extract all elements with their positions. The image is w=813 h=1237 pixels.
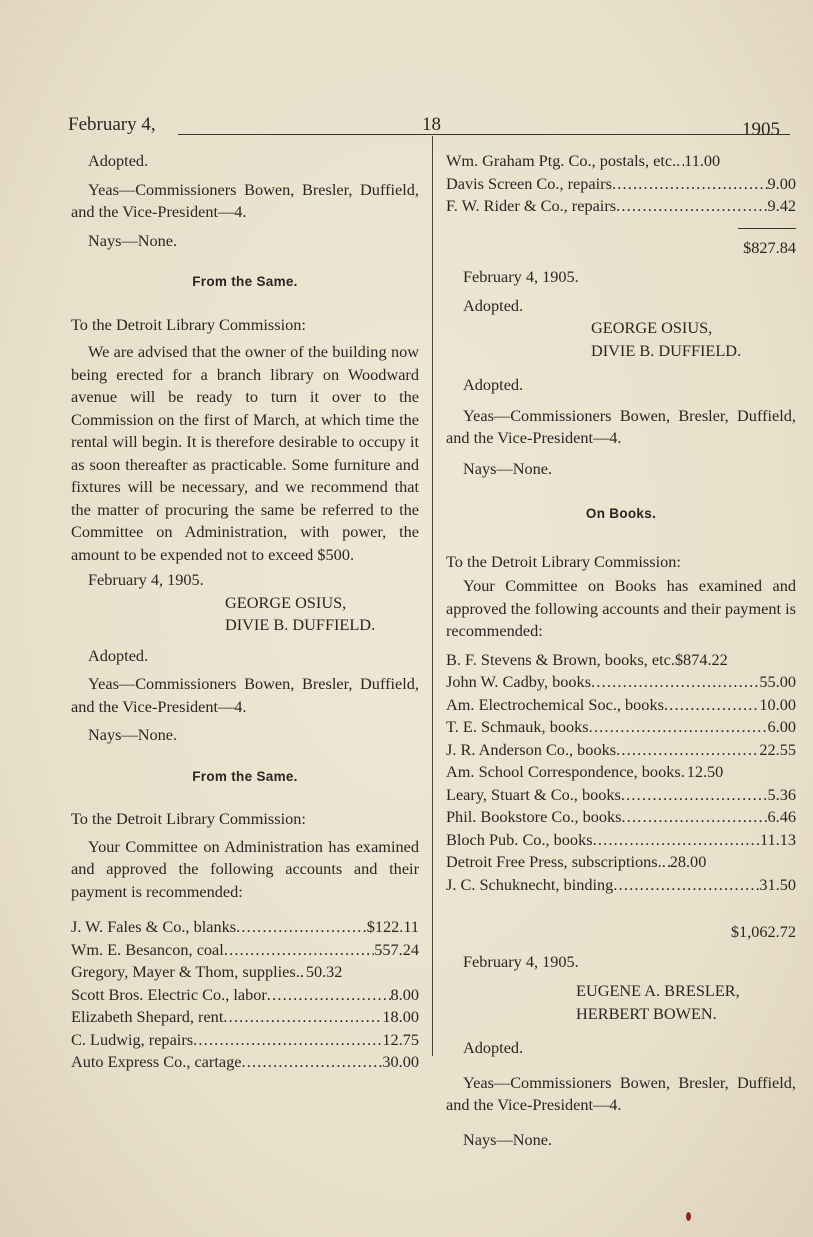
nays-text: Nays—None. [88,230,178,250]
nays-text: Nays—None. [463,1129,553,1149]
account-name: J. R. Anderson Co., books [446,739,617,759]
signature-line: DIVIE B. DUFFIELD. [225,615,376,634]
account-row [71,1006,419,1029]
account-amount: 5.36 [767,784,796,804]
account-name: Am. School Correspondence, books [446,762,681,781]
adopted-text: Adopted. [463,1038,524,1057]
account-amount: $874.22 [674,649,728,669]
account-row [446,173,796,196]
account-name: Elizabeth Shepard, rent [71,1007,224,1026]
right-column [446,150,796,1151]
account-amount: 11.00 [684,151,721,170]
account-amount: 31.50 [759,874,796,894]
account-name: C. Ludwig, repairs [71,1029,194,1049]
adopted-text: Adopted. [463,375,524,394]
account-row [446,195,796,218]
report-body: We are advised that the owner of the building now being erected for a branch library on Woodward avenue will be ready to turn it over to the Commission on the first of March, at which time the rental will begin. It is therefore desirable to occupy it as soon thereafter as practicable. Some furniture and fixtures will be necessary, and we recommend that the matter of procuring the same be referred to the Committee on Administration, with power, the amount to be expended not to exceed $500. [71,342,419,564]
yeas-text: Yeas—Commissioners Bowen, Bresler, Duffield, and the Vice-President—4. [71,674,419,716]
book-row [446,739,796,762]
account-name: Wm. E. Besancon, coal [71,939,224,959]
yeas-text: Yeas—Commissioners Bowen, Bresler, Duffield, and the Vice-President—4. [446,405,796,447]
account-row [71,916,419,939]
account-amount: 28.00 [669,852,707,871]
book-row [446,761,796,784]
account-row [71,961,419,984]
account-name: Phil. Bookstore Co., books [446,807,622,826]
section-heading: From the Same. [192,274,298,289]
report-date: February 4, 1905. [463,951,579,971]
account-name: J. W. Fales & Co., blanks [71,917,237,936]
column-divider [432,136,433,1056]
accounts-list-continued [446,150,796,218]
account-row [71,984,419,1007]
book-row [446,649,796,672]
section-heading: On Books. [585,506,657,521]
total-rule [738,228,796,229]
account-amount: 6.46 [767,807,796,826]
account-row [71,1029,419,1052]
account-amount: 12.75 [382,1029,419,1049]
salutation: To the Detroit Library Commission: [71,314,306,334]
account-amount: 9.42 [767,196,796,215]
account-row [446,150,796,173]
nays-text: Nays—None. [88,725,178,744]
adopted-text: Adopted. [463,295,524,315]
yeas-text: Yeas—Commissioners Bowen, Bresler, Duffield, and the Vice-President—4. [446,1072,796,1114]
account-name: J. C. Schuknecht, binding [446,874,614,894]
account-amount: 9.00 [767,173,796,193]
account-name: T. E. Schmauk, books [446,717,589,736]
header-date: February 4, [68,114,156,135]
salutation: To the Detroit Library Commission: [446,551,681,571]
report-body: Your Committee on Books has examined and approved the following accounts and their payment is recommended: [446,576,796,640]
book-row [446,874,796,897]
book-row [446,716,796,739]
book-row [446,806,796,829]
account-name: Scott Bros. Electric Co., labor [71,984,267,1004]
adopted-text: Adopted. [88,151,149,170]
books-total: $1,062.72 [730,922,796,941]
book-row [446,784,796,807]
account-row [71,1051,419,1074]
account-amount: 50.32 [305,962,343,981]
book-row [446,829,796,852]
nays-text: Nays—None. [463,458,553,478]
account-amount: 12.50 [686,762,724,781]
header-rule [178,134,790,135]
account-name: Auto Express Co., cartage [71,1052,242,1071]
account-amount: 18.00 [382,1007,419,1026]
book-row [446,671,796,694]
account-amount: 55.00 [759,672,796,691]
account-name: Gregory, Mayer & Thom, supplies. [71,962,300,981]
report-body: Your Committee on Administration has examined and approved the following accounts and their payment is recommended: [71,836,419,901]
report-date: February 4, 1905. [463,267,579,286]
book-row [446,851,796,874]
account-name: Detroit Free Press, subscriptions. [446,852,662,871]
adopted-text: Adopted. [88,645,149,665]
ink-spot [686,1212,691,1221]
signature-line: DIVIE B. DUFFIELD. [591,340,742,360]
account-row [71,939,419,962]
account-name: Bloch Pub. Co., books [446,829,593,849]
account-name: Davis Screen Co., repairs [446,173,612,193]
account-amount: 22.55 [759,739,796,759]
account-amount: 11.13 [759,829,796,849]
header-year: 1905 [742,119,780,140]
account-amount: 557.24 [374,939,419,959]
signature-line: GEORGE OSIUS, [225,592,347,612]
signature-line: GEORGE OSIUS, [591,318,713,337]
signature-line: HERBERT BOWEN. [576,1003,717,1023]
section-heading: From the Same. [192,768,298,784]
account-name: John W. Cadby, books [446,672,592,691]
book-row [446,694,796,717]
account-amount: 8.00 [390,984,419,1004]
account-name: Am. Electrochemical Soc., books [446,694,664,714]
page-number: 18 [422,114,441,135]
accounts-total: $827.84 [743,237,796,257]
report-date: February 4, 1905. [88,570,204,589]
account-name: B. F. Stevens & Brown, books, etc. [446,649,675,669]
salutation: To the Detroit Library Commission: [71,809,306,828]
yeas-text: Yeas—Commissioners Bowen, Bresler, Duffield, and the Vice-President—4. [71,179,419,221]
books-list [446,649,796,897]
accounts-list [71,916,419,1074]
account-amount: $122.11 [366,917,419,936]
account-name: Wm. Graham Ptg. Co., postals, etc. [446,151,677,170]
account-name: F. W. Rider & Co., repairs [446,196,617,215]
account-amount: 6.00 [767,717,796,736]
account-name: Leary, Stuart & Co., books [446,784,621,804]
left-column [71,150,419,1074]
signature-line: EUGENE A. BRESLER, [576,981,740,1000]
account-amount: 10.00 [759,694,796,714]
account-amount: 30.00 [382,1052,419,1071]
